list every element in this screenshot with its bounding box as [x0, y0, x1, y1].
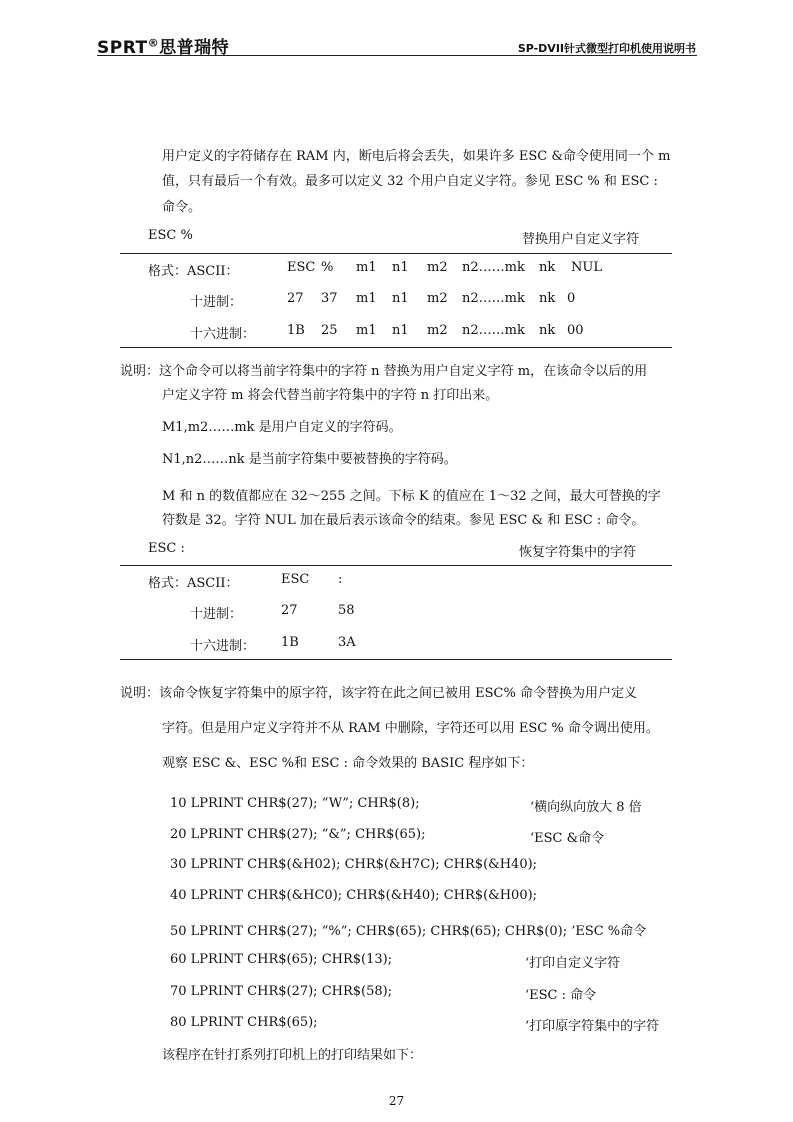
page-number: 27 [388, 1094, 405, 1108]
table-cell: 58 [338, 603, 355, 618]
header-rule [97, 55, 697, 56]
intro-line-3: 命令。 [162, 200, 202, 215]
table-cell: 1B [281, 635, 299, 650]
code-comment: ‘ESC &命令 [530, 831, 605, 846]
table-cell: m2 [427, 323, 448, 338]
row-label: 格式：ASCII： [148, 576, 239, 591]
table-cell: 27 [287, 291, 304, 306]
table-cell: n2……mk [462, 260, 525, 275]
command-name: ESC : [148, 541, 185, 556]
description-line: M 和 n 的数值都应在 32～255 之间。下标 K 的值应在 1～32 之间，最大可替换的字 [162, 489, 661, 504]
table-cell: ESC [287, 260, 316, 275]
table-cell: n1 [392, 291, 409, 306]
closing-line: 该程序在针打系列打印机上的打印结果如下： [162, 1048, 423, 1063]
code-comment: ‘打印原字符集中的字符 [525, 1019, 660, 1034]
table-cell: 0 [567, 291, 576, 306]
brand-name: SPRT [97, 38, 148, 58]
description-line: 户定义字符 m 将会代替当前字符集中的字符 n 打印出来。 [162, 388, 499, 403]
table-cell: n1 [392, 260, 409, 275]
code-text: 50 LPRINT CHR$(27); “%”; CHR$(65); CHR$(65); CHR$(0); ’ESC %命令 [170, 924, 647, 939]
command-title: 恢复字符集中的字符 [519, 545, 637, 560]
table-bottom-rule [120, 659, 672, 660]
code-text: 60 LPRINT CHR$(65); CHR$(13); [170, 952, 393, 967]
row-label: 十六进制： [190, 639, 256, 654]
table-cell: 1B [287, 323, 305, 338]
description-line: 字符。但是用户定义字符并不从 RAM 中删除，字符还可以用 ESC % 命令调出使用。 [162, 721, 659, 736]
description-line: 说明：该命令恢复字符集中的原字符，该字符在此之间已被用 ESC% 命令替换为用户定义 [120, 686, 637, 701]
table-top-rule [120, 253, 672, 254]
table-cell: % [321, 260, 334, 275]
document-title: SP-DVII针式微型打印机使用说明书 [517, 42, 696, 55]
table-top-rule [120, 565, 672, 566]
table-cell: m1 [356, 323, 377, 338]
description-line: 说明：这个命令可以将当前字符集中的字符 n 替换为用户自定义字符 m，在该命令以后的用 [120, 364, 648, 379]
description-line: M1,m2……mk 是用户自定义的字符码。 [162, 420, 402, 435]
row-label: 十六进制： [190, 327, 256, 342]
intro-line-2: 值，只有最后一个有效。最多可以定义 32 个用户自定义字符。参见 ESC % 和 ESC : [162, 174, 658, 189]
table-cell: nk [539, 323, 556, 338]
table-cell: ESC [281, 572, 310, 587]
table-cell: nk [539, 260, 556, 275]
command-name: ESC % [148, 228, 193, 243]
table-cell: m1 [356, 291, 377, 306]
table-cell: m1 [356, 260, 377, 275]
table-cell: m2 [427, 260, 448, 275]
code-text: 10 LPRINT CHR$(27); “W”; CHR$(8); [170, 796, 420, 811]
table-cell: 25 [321, 323, 338, 338]
description-line: 符数是 32。字符 NUL 加在最后表示该命令的结束。参见 ESC & 和 ESC : 命令。 [162, 513, 645, 528]
code-comment: ‘ESC : 命令 [525, 988, 597, 1003]
description-line: N1,n2……nk 是当前字符集中要被替换的字符码。 [162, 452, 457, 467]
code-comment: ‘横向纵向放大 8 倍 [530, 800, 642, 815]
code-text: 30 LPRINT CHR$(&H02); CHR$(&H7C); CHR$(&H40); [170, 857, 538, 872]
description-line: 观察 ESC &、ESC %和 ESC : 命令效果的 BASIC 程序如下： [162, 756, 534, 771]
table-cell: 37 [321, 291, 338, 306]
table-cell: nk [539, 291, 556, 306]
intro-line-1: 用户定义的字符储存在 RAM 内，断电后将会丢失，如果许多 ESC &命令使用同一个 m [162, 149, 671, 164]
table-cell: NUL [571, 260, 602, 275]
table-cell: : [338, 572, 343, 587]
registered-mark: ® [147, 36, 160, 50]
table-cell: 00 [567, 323, 584, 338]
table-bottom-rule [120, 347, 672, 348]
row-label: 十进制： [190, 295, 243, 310]
row-label: 格式：ASCII： [148, 264, 239, 279]
table-cell: n1 [392, 323, 409, 338]
table-cell: n2……mk [462, 323, 525, 338]
table-cell: 27 [281, 603, 298, 618]
code-comment: ‘打印自定义字符 [525, 956, 621, 971]
code-text: 70 LPRINT CHR$(27); CHR$(58); [170, 984, 393, 999]
code-text: 40 LPRINT CHR$(&HC0); CHR$(&H40); CHR$(&H00); [170, 888, 538, 903]
code-text: 80 LPRINT CHR$(65); [170, 1015, 318, 1030]
table-cell: n2……mk [462, 291, 525, 306]
command-title: 替换用户自定义字符 [522, 232, 640, 247]
brand-name-cn: 思普瑞特 [159, 38, 230, 58]
row-label: 十进制： [190, 607, 243, 622]
table-cell: 3A [338, 635, 356, 650]
table-cell: m2 [427, 291, 448, 306]
code-text: 20 LPRINT CHR$(27); “&”; CHR$(65); [170, 827, 426, 842]
